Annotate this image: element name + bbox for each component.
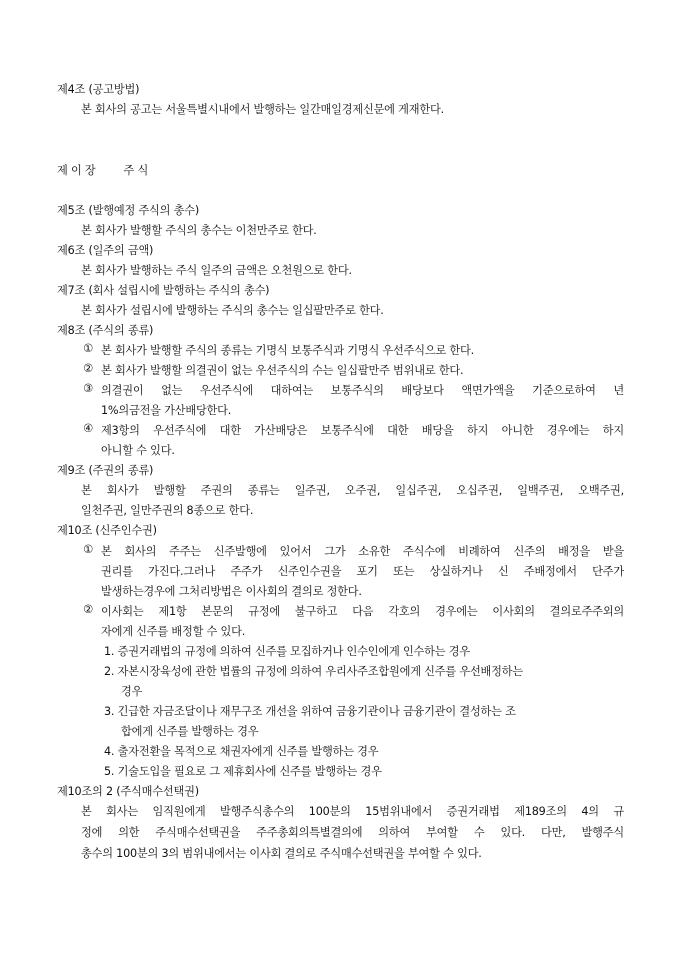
list-item-continuation: 1%의금전을 가산배당한다. bbox=[101, 404, 232, 417]
list-item-marker: ① bbox=[83, 342, 93, 355]
article-10-2-body-line: 총수의 100분의 3의 범위내에서는 이사회 결의로 주식매수선택권을 부여할 수 있다. bbox=[81, 847, 482, 860]
list-item: 본 회사가 발행할 의결권이 없는 우선주식의 수는 일십팔만주 범위내로 한다. bbox=[101, 364, 464, 377]
chapter-number: 제 이 장 bbox=[57, 164, 96, 177]
article-10-2-body-line: 정에 의한 주식매수선택권을 주주총회의특별결의에 의하여 부여할 수 있다. 다만, 발행주식 bbox=[81, 826, 624, 839]
list-item-continuation: 자에게 신주를 배정할 수 있다. bbox=[101, 625, 246, 638]
article-7-heading: 제7조 (회사 설립시에 발행하는 주식의 총수) bbox=[57, 284, 270, 297]
list-item-marker: ④ bbox=[83, 422, 93, 435]
sub-list-item: 5. 기술도입을 필요로 그 제휴회사에 신주를 발행하는 경우 bbox=[104, 765, 382, 778]
sub-list-item: 3. 긴급한 자금조달이나 재무구조 개선을 위하여 금융기관이나 금융기관이 결성하는 조 bbox=[104, 705, 516, 718]
list-item-marker: ③ bbox=[83, 382, 93, 395]
article-10-2-heading: 제10조의 2 (주식매수선택권) bbox=[57, 785, 199, 798]
list-item-marker: ① bbox=[83, 543, 93, 556]
article-6-heading: 제6조 (일주의 금액) bbox=[57, 244, 154, 257]
article-5-heading: 제5조 (발행예정 주식의 총수) bbox=[57, 204, 199, 217]
article-9-body-line: 본 회사가 발행할 주권의 종류는 일주권, 오주권, 일십주권, 오십주권, 일백주권, 오백주권, bbox=[81, 484, 624, 497]
article-7-body: 본 회사가 설립시에 발행하는 주식의 총수는 일십팔만주로 한다. bbox=[81, 304, 384, 317]
sub-list-item: 2. 자본시장육성에 관한 법률의 규정에 의하여 우리사주조합원에게 신주를 우선배정하는 bbox=[104, 665, 523, 678]
list-item-marker: ② bbox=[83, 603, 93, 616]
article-5-body: 본 회사가 발행할 주식의 총수는 이천만주로 한다. bbox=[81, 224, 317, 237]
article-9-body-line: 일천주권, 일만주권의 8종으로 한다. bbox=[81, 504, 254, 517]
sub-list-item: 1. 증권거래법의 규정에 의하여 신주를 모집하거나 인수인에게 인수하는 경우 bbox=[104, 645, 470, 658]
list-item: 본 회사의 주주는 신주발행에 있어서 그가 소유한 주식수에 비례하여 신주의 배정을 받을 bbox=[101, 545, 624, 558]
list-item-continuation: 권리를 가진다.그러나 주주가 신주인수권을 포기 또는 상실하거나 신 주배정에서 단주가 bbox=[101, 565, 624, 578]
chapter-2-heading bbox=[57, 162, 148, 178]
article-4-heading: 제4조 (공고방법) bbox=[57, 83, 140, 96]
sub-list-item: 4. 출자전환을 목적으로 채권자에게 신주를 발행하는 경우 bbox=[104, 745, 379, 758]
list-item-marker: ② bbox=[83, 362, 93, 375]
article-8-heading: 제8조 (주식의 종류) bbox=[57, 324, 154, 337]
list-item: 이사회는 제1항 본문의 규정에 불구하고 다음 각호의 경우에는 이사회의 결의로주주외의 bbox=[101, 605, 624, 618]
sub-list-item-continuation: 합에게 신주를 발행하는 경우 bbox=[121, 725, 259, 738]
chapter-title: 주 식 bbox=[123, 164, 149, 177]
article-6-body: 본 회사가 발행하는 주식 일주의 금액은 오천원으로 한다. bbox=[81, 264, 352, 277]
sub-list-item-continuation: 경우 bbox=[121, 685, 143, 698]
list-item-continuation: 발생하는경우에 그처리방법은 이사회의 결의로 정한다. bbox=[101, 585, 362, 598]
list-item-continuation: 아니할 수 있다. bbox=[101, 444, 175, 457]
article-10-2-body-line: 본 회사는 임직원에게 발행주식총수의 100분의 15범위내에서 증권거래법 제189조의 4의 규 bbox=[81, 805, 624, 818]
article-4-body: 본 회사의 공고는 서울특별시내에서 발행하는 일간매일경제신문에 게재한다. bbox=[81, 103, 444, 116]
list-item: 제3항의 우선주식에 대한 가산배당은 보통주식에 대한 배당을 하지 아니한 경우에는 하지 bbox=[101, 424, 624, 437]
article-10-heading: 제10조 (신주인수권) bbox=[57, 524, 157, 537]
list-item: 본 회사가 발행할 주식의 종류는 기명식 보통주식과 기명식 우선주식으로 한다. bbox=[101, 344, 474, 357]
article-9-heading: 제9조 (주권의 종류) bbox=[57, 464, 154, 477]
list-item: 의결권이 없는 우선주식에 대하여는 보통주식의 배당보다 액면가액을 기준으로하여 년 bbox=[101, 384, 624, 397]
